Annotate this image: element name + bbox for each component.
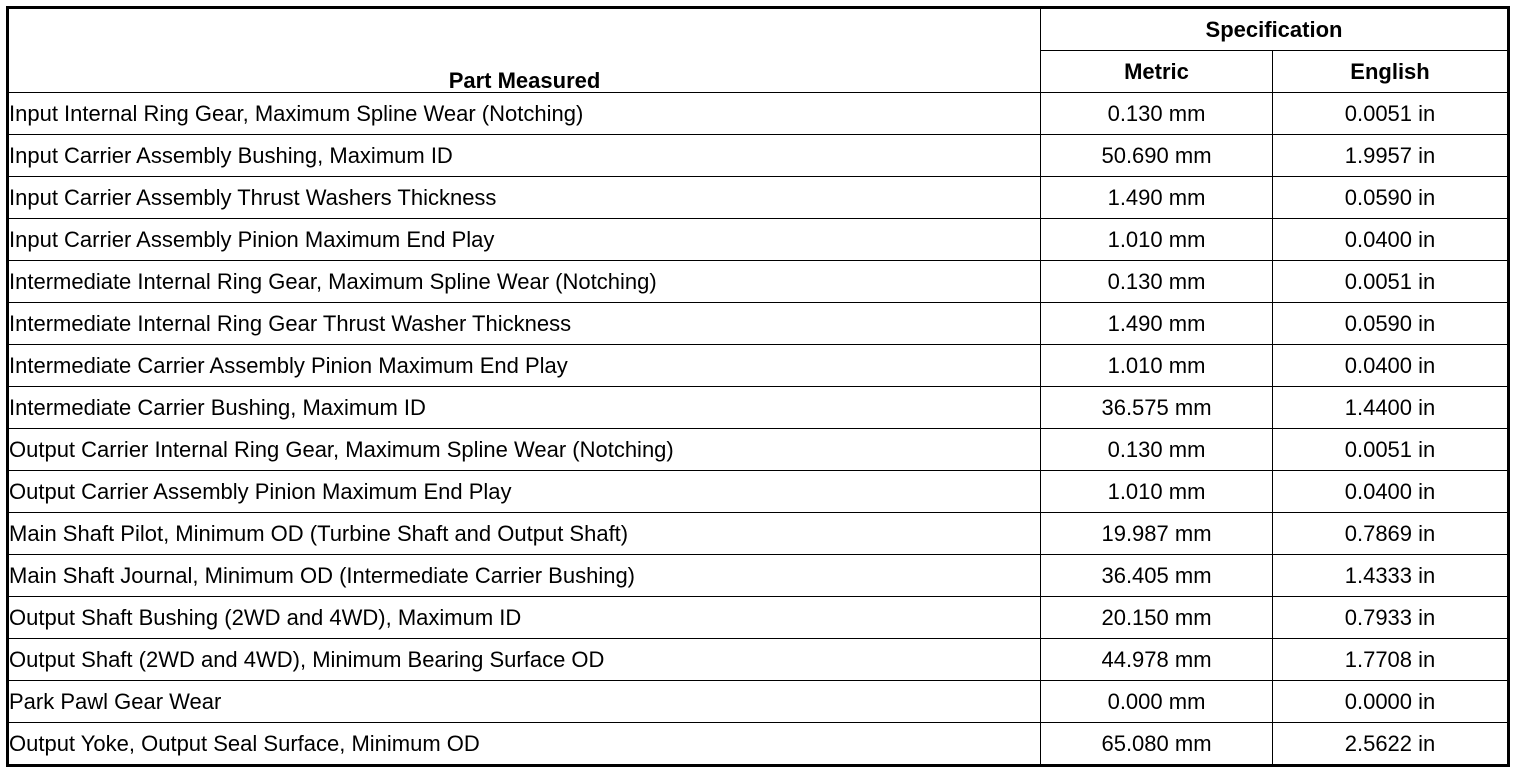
table-row: [8, 345, 1509, 387]
part-measured-cell: Main Shaft Journal, Minimum OD (Intermediate Carrier Bushing): [8, 555, 1041, 597]
english-value-cell: 1.4333 in: [1273, 555, 1509, 597]
metric-value-cell: 0.130 mm: [1041, 93, 1273, 135]
part-measured-cell: Output Shaft Bushing (2WD and 4WD), Maximum ID: [8, 597, 1041, 639]
english-value-cell: 0.7933 in: [1273, 597, 1509, 639]
part-measured-cell: Intermediate Internal Ring Gear, Maximum Spline Wear (Notching): [8, 261, 1041, 303]
part-measured-cell: Input Carrier Assembly Bushing, Maximum ID: [8, 135, 1041, 177]
part-measured-cell: Park Pawl Gear Wear: [8, 681, 1041, 723]
table-body: [8, 93, 1509, 766]
english-value-cell: 2.5622 in: [1273, 723, 1509, 766]
english-value-cell: 0.0590 in: [1273, 177, 1509, 219]
english-value-cell: 0.0400 in: [1273, 471, 1509, 513]
part-measured-cell: Input Carrier Assembly Pinion Maximum End Play: [8, 219, 1041, 261]
table-row: [8, 471, 1509, 513]
metric-value-cell: 65.080 mm: [1041, 723, 1273, 766]
english-value-cell: 0.0400 in: [1273, 345, 1509, 387]
english-header: English: [1273, 51, 1509, 93]
table-row: [8, 429, 1509, 471]
english-value-cell: 0.0590 in: [1273, 303, 1509, 345]
english-value-cell: 0.0051 in: [1273, 261, 1509, 303]
metric-header: Metric: [1041, 51, 1273, 93]
part-measured-cell: Intermediate Carrier Assembly Pinion Maximum End Play: [8, 345, 1041, 387]
english-value-cell: 0.0000 in: [1273, 681, 1509, 723]
table-row: [8, 303, 1509, 345]
part-measured-cell: Output Yoke, Output Seal Surface, Minimum OD: [8, 723, 1041, 766]
metric-value-cell: 0.130 mm: [1041, 429, 1273, 471]
table-row: [8, 135, 1509, 177]
english-value-cell: 1.7708 in: [1273, 639, 1509, 681]
metric-value-cell: 44.978 mm: [1041, 639, 1273, 681]
part-measured-cell: Input Internal Ring Gear, Maximum Spline Wear (Notching): [8, 93, 1041, 135]
table-row: [8, 387, 1509, 429]
metric-value-cell: 1.010 mm: [1041, 345, 1273, 387]
spec-table-container: [6, 6, 1510, 767]
part-measured-cell: Input Carrier Assembly Thrust Washers Thickness: [8, 177, 1041, 219]
table-row: [8, 639, 1509, 681]
metric-value-cell: 0.130 mm: [1041, 261, 1273, 303]
metric-value-cell: 19.987 mm: [1041, 513, 1273, 555]
metric-value-cell: 36.575 mm: [1041, 387, 1273, 429]
table-row: [8, 93, 1509, 135]
table-row: [8, 177, 1509, 219]
specification-header: Specification: [1041, 8, 1509, 51]
header-row-top: [8, 8, 1509, 51]
english-value-cell: 1.4400 in: [1273, 387, 1509, 429]
table-row: [8, 555, 1509, 597]
english-value-cell: 1.9957 in: [1273, 135, 1509, 177]
part-measured-header: Part Measured: [8, 8, 1041, 93]
metric-value-cell: 0.000 mm: [1041, 681, 1273, 723]
metric-value-cell: 20.150 mm: [1041, 597, 1273, 639]
metric-value-cell: 36.405 mm: [1041, 555, 1273, 597]
part-measured-cell: Output Carrier Internal Ring Gear, Maximum Spline Wear (Notching): [8, 429, 1041, 471]
table-row: [8, 723, 1509, 766]
specification-table: [6, 6, 1510, 767]
table-row: [8, 261, 1509, 303]
metric-value-cell: 50.690 mm: [1041, 135, 1273, 177]
table-row: [8, 681, 1509, 723]
metric-value-cell: 1.490 mm: [1041, 177, 1273, 219]
table-row: [8, 219, 1509, 261]
table-header: [8, 8, 1509, 93]
table-row: [8, 513, 1509, 555]
table-row: [8, 597, 1509, 639]
metric-value-cell: 1.010 mm: [1041, 471, 1273, 513]
part-measured-cell: Output Shaft (2WD and 4WD), Minimum Bearing Surface OD: [8, 639, 1041, 681]
metric-value-cell: 1.490 mm: [1041, 303, 1273, 345]
english-value-cell: 0.0051 in: [1273, 93, 1509, 135]
english-value-cell: 0.7869 in: [1273, 513, 1509, 555]
part-measured-cell: Intermediate Internal Ring Gear Thrust Washer Thickness: [8, 303, 1041, 345]
english-value-cell: 0.0051 in: [1273, 429, 1509, 471]
part-measured-cell: Intermediate Carrier Bushing, Maximum ID: [8, 387, 1041, 429]
english-value-cell: 0.0400 in: [1273, 219, 1509, 261]
part-measured-cell: Output Carrier Assembly Pinion Maximum End Play: [8, 471, 1041, 513]
part-measured-cell: Main Shaft Pilot, Minimum OD (Turbine Shaft and Output Shaft): [8, 513, 1041, 555]
metric-value-cell: 1.010 mm: [1041, 219, 1273, 261]
